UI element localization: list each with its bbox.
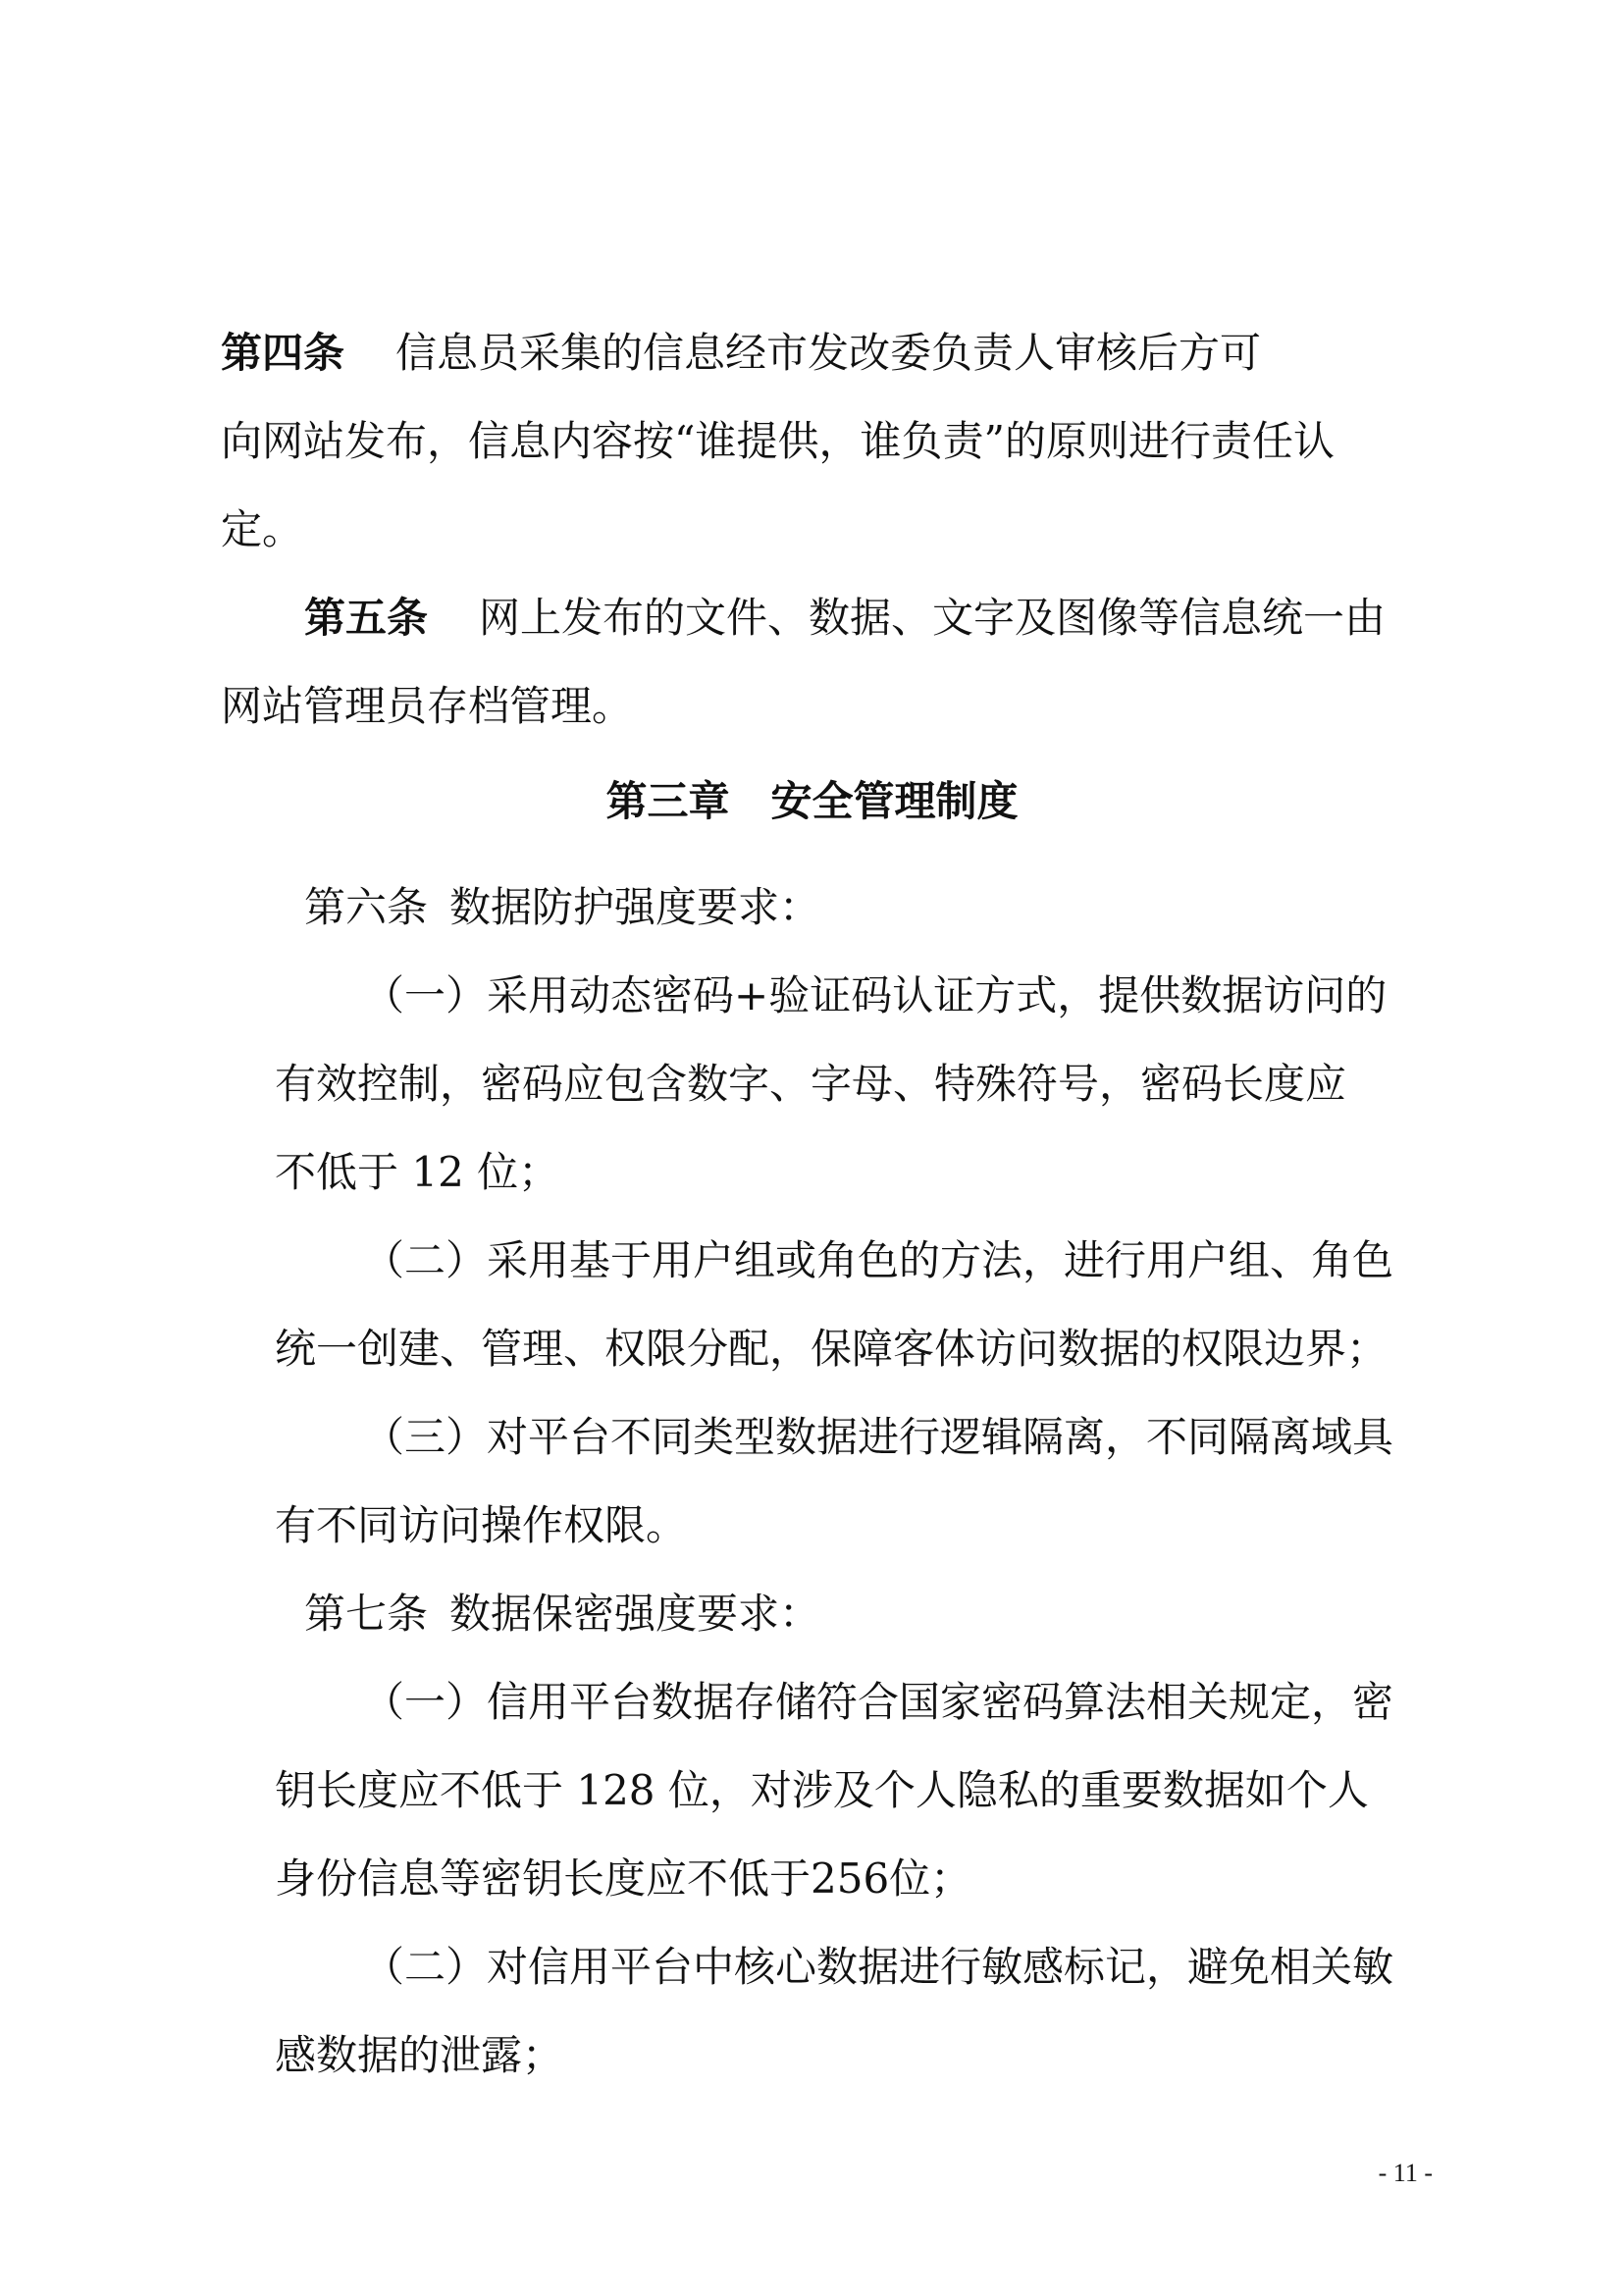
article7-text-1: 数据保密强度要求： — [449, 1590, 821, 1638]
article5-label: 第五条 — [304, 594, 429, 642]
article6-text-1: 数据防护强度要求： — [449, 883, 821, 931]
article7-item2-line1: （二）对信用平台中核心数据进行敏感标记，避免相关敏 — [363, 1943, 1394, 1991]
article7-line1 — [304, 1590, 820, 1639]
article7-item2-line2: 感数据的泄露； — [275, 2031, 564, 2079]
article6-item1-line2: 有效控制，密码应包含数字、字母、特殊符号，密码长度应 — [275, 1060, 1347, 1108]
article6-line1 — [304, 883, 820, 932]
chapter-heading: 第三章 安全管理制度 — [605, 777, 1019, 825]
article6-item1-line3: 不低于 12 位； — [275, 1148, 560, 1196]
article5-line1 — [304, 594, 1386, 643]
article7-item1-line3: 身份信息等密钥长度应不低于256位； — [275, 1854, 972, 1903]
article4-label: 第四条 — [221, 329, 345, 377]
article5-text-1: 网上发布的文件、数据、文字及图像等信息统一由 — [479, 594, 1387, 642]
article4-line1 — [221, 329, 1261, 378]
article6-item1-line1: （一）采用动态密码+验证码认证方式，提供数据访问的 — [363, 971, 1388, 1019]
article6-label: 第六条 — [304, 883, 429, 931]
article4-line3: 定。 — [221, 505, 304, 553]
article6-item2-line1: （二）采用基于用户组或角色的方法，进行用户组、角色 — [363, 1236, 1394, 1284]
article7-item1-line2: 钥长度应不低于 128 位，对涉及个人隐私的重要数据如个人 — [275, 1766, 1369, 1814]
article6-item3-line1: （三）对平台不同类型数据进行逻辑隔离，不同隔离域具 — [363, 1413, 1394, 1461]
article7-item1-line1: （一）信用平台数据存储符合国家密码算法相关规定，密 — [363, 1678, 1394, 1726]
article6-item3-line2: 有不同访问操作权限。 — [275, 1501, 688, 1549]
page-number: - 11 - — [1378, 2159, 1433, 2187]
article4-text-1: 信息员采集的信息经市发改委负责人审核后方可 — [395, 329, 1262, 377]
article4-line2: 向网站发布，信息内容按“谁提供，谁负责”的原则进行责任认 — [221, 417, 1335, 465]
article6-item2-line2: 统一创建、管理、权限分配，保障客体访问数据的权限边界； — [275, 1325, 1388, 1373]
article5-line2: 网站管理员存档管理。 — [221, 682, 634, 730]
article7-label: 第七条 — [304, 1590, 429, 1638]
